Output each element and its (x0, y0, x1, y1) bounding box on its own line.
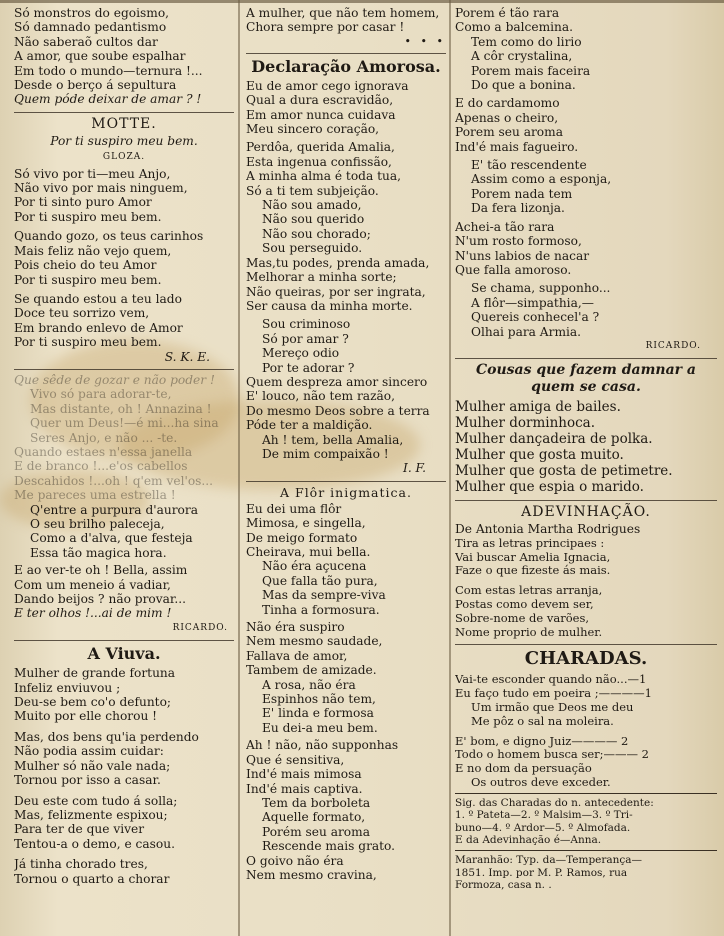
verse-line: Mulher que gosta de petimetre. (455, 463, 673, 480)
verse-line: Um irmão que Deos me deu (471, 699, 634, 714)
verse-line: Por ti sinto puro Amor (14, 195, 152, 210)
separator (455, 644, 717, 645)
verse-line: Quer um Deus!—é mi̇...ha sina (30, 416, 219, 431)
verse-line: Sig. das Charadas do n. antecedente: (455, 796, 654, 809)
poem-continuation (14, 6, 234, 107)
verse-line: Deu-se bem co'o defunto; (14, 695, 172, 710)
verse-line: O seu brilho paleceja, (30, 517, 165, 531)
verse-line: Muito por elle chorou ! (14, 709, 158, 724)
verse-line: Que falla tão pura, (262, 573, 378, 588)
verse-line: Faze o que fizeste ás mais. (455, 563, 611, 578)
verse-line: E' bom, e digno Juiz———— 2 (455, 733, 629, 748)
verse-line: Porem seu aroma (455, 125, 563, 140)
separator (455, 358, 717, 359)
verse-line: Q'entre a purpura d'aurora (30, 502, 198, 517)
verse-line: A rosa, não éra (262, 677, 356, 692)
poem2-final-lines (14, 563, 234, 621)
declaracao-title: Declaração Amorosa. (251, 56, 441, 76)
verse-line: Não éra açucena (262, 559, 367, 574)
verse-line: Olhai para Armia. (471, 324, 582, 339)
verse-line: Não vivo por mais ninguem, (14, 181, 188, 196)
verse-line: Tinha a formosura. (262, 602, 380, 617)
column-2 (246, 6, 446, 882)
verse-line: Espinhos não tem, (262, 692, 376, 707)
glosa-signature: S. K. E. (164, 349, 210, 364)
column-3 (455, 6, 717, 892)
verse-line: Com um meneio á vadiar, (14, 577, 171, 592)
verse-line: E ao ver-te oh ! Bella, assim (14, 563, 188, 578)
verse-line: N'uns labios de nacar (455, 248, 590, 263)
verse-line: Se quando estou a teu lado (14, 291, 182, 306)
verse-line: 1. º Pateta—2. º Malsim—3. º Tri- (455, 809, 633, 822)
verse-line: Doce teu sorrizo vem, (14, 306, 150, 321)
verse-line: Porem mais faceira (471, 63, 591, 78)
verse-line: Perdôa, querida Amalia, (246, 140, 395, 155)
verse-line: Eu de amor cego ignorava (246, 78, 409, 93)
verse-line: De mim compaixão ! (262, 446, 389, 461)
verse-line: Essa tão magica hora. (30, 545, 167, 560)
verse-line: E no dom da persuação (455, 761, 592, 776)
verse-line: Sou criminoso (262, 317, 351, 332)
verse-line: Mulher amiga de bailes. (455, 399, 621, 416)
verse-line: Não saberaõ cultos dar (14, 34, 158, 49)
verse-line: E ter olhos !...ai de mim ! (14, 606, 172, 621)
verse-line: Formoza, casa n. . (455, 879, 552, 892)
verse-line: Em brando enlevo de Amor (14, 320, 183, 335)
verse-line: Não sou querido (262, 212, 365, 227)
verse-line: Em todo o mundo—ternura !... (14, 63, 203, 78)
column-1 (14, 6, 234, 886)
verse-line: Postas como devem ser, (455, 596, 594, 611)
verse-line: buno—4. º Ardor—5. º Almofada. (455, 821, 631, 834)
verse-line: Ind'é mais captiva. (246, 781, 363, 796)
verse-line: Chora sempre por casar ! (246, 20, 405, 35)
verse-line: Não éra suspiro (246, 620, 345, 635)
imprint (455, 854, 717, 892)
separator (14, 112, 234, 113)
verse-line: Só a ti tem subjeição. (246, 183, 379, 198)
separator (455, 500, 717, 501)
verse-line: Achei-a tão rara (455, 219, 555, 234)
verse-line: Não sou amado, (262, 198, 362, 213)
separator (14, 640, 234, 641)
verse-line: Ser causa da minha morte. (246, 298, 413, 313)
verse-line: Descahidos !...oh ! q'em vel'os... (14, 473, 214, 488)
charadas-solutions (455, 797, 717, 847)
verse-line: Ind'é mais fagueiro. (455, 139, 579, 154)
verse-line: A minha alma é toda tua, (246, 169, 401, 184)
declaracao-poem (246, 79, 446, 462)
separator (246, 53, 446, 54)
verse-line: O goivo não éra (246, 853, 344, 868)
adevinhacao-lines (455, 537, 717, 640)
glosa-stanzas (14, 167, 234, 350)
verse-line: Mulher dançadeira de polka. (455, 431, 653, 448)
verse-line: Porem nada tem (471, 186, 573, 201)
separator (14, 369, 234, 370)
adevinhacao-author: De Antonia Martha Rodrigues (455, 522, 641, 537)
verse-line: Todo o homem busca ser;——— 2 (455, 747, 649, 762)
verse-line: Não podia assim cuidar: (14, 744, 164, 759)
verse-line: Tornou por isso a casar. (14, 773, 161, 788)
verse-line: Mulher que espia o marido. (455, 479, 644, 496)
verse-line: Mulher que gosta muito. (455, 447, 624, 464)
verse-line: Desde o berço á sepultura (14, 78, 177, 93)
viuva-title: A Viuva. (87, 644, 161, 664)
verse-line: Mimosa, e singella, (246, 516, 366, 531)
verse-line: Quem póde deixar de amar ? ! (14, 92, 202, 107)
verse-line: A amor, que soube espalhar (14, 49, 186, 64)
verse-line: Dando beijos ? não provar... (14, 592, 187, 607)
poem2-faded-lines (14, 387, 234, 502)
verse-line: Ah ! não, não supponhas (246, 738, 399, 753)
verse-line: Os outros deve exceder. (471, 774, 611, 789)
verse-line: Tem como do lirio (471, 34, 582, 49)
verse-line: Tambem de amizade. (246, 663, 377, 678)
poem2-signature: RICARDO. (172, 622, 228, 633)
verse-line: Melhorar a minha sorte; (246, 270, 397, 285)
verse-line: Quem despreza amor sincero (246, 374, 428, 389)
verse-line: Mereço odio (262, 346, 340, 361)
glosa-label: GLOZA. (102, 152, 146, 163)
verse-line: Porém seu aroma (262, 824, 370, 839)
verse-line: Tornou o quarto a chorar (14, 871, 170, 886)
verse-line: Que é sensitiva, (246, 752, 345, 767)
ricardo-signature: RICARDO. (645, 340, 701, 351)
verse-line: Aquelle formato, (262, 810, 366, 825)
verse-line: Pois cheio do teu Amor (14, 258, 157, 273)
charadas-title: CHARADAS. (524, 648, 648, 670)
verse-line: Por ti suspiro meu bem. (14, 335, 162, 350)
verse-line: Mulher só não vale nada; (14, 758, 171, 773)
verse-line: Já tinha chorado tres, (14, 857, 148, 872)
verse-line: Ah ! tem, bella Amalia, (262, 432, 404, 447)
verse-line: E' tão rescendente (471, 158, 587, 173)
column-rule (449, 0, 451, 936)
verse-line: Porem é tão rara (455, 6, 560, 20)
flor-poem (246, 502, 446, 883)
verse-line: Vai-te esconder quando não...—1 (455, 672, 647, 687)
verse-line: Mas distante, oh ! Annazina ! (30, 401, 212, 416)
verse-line: Nome proprio de mulher. (455, 624, 603, 639)
verse-line: Ind'é mais mimosa (246, 767, 362, 782)
verse-line: Tentou-a o demo, e casou. (14, 836, 175, 851)
separator (455, 850, 717, 851)
verse-line: Mas da sempre-viva (262, 588, 386, 603)
flor-title: A Flôr inigmatica. (280, 484, 412, 500)
verse-line: Do que a bonina. (471, 78, 576, 93)
verse-line: Póde ter a maldição. (246, 418, 373, 433)
verse-line: Eu faço tudo em poeira ;————1 (455, 686, 652, 701)
verse-line: Quereis conhecel'a ? (471, 310, 600, 325)
declaracao-signature: I. F. (403, 461, 426, 476)
verse-line: Não sou chorado; (262, 226, 371, 241)
verse-line: N'um rosto formoso, (455, 234, 582, 249)
verse-line: Assim como a esponja, (471, 172, 612, 187)
verse-line: Se chama, supponho... (471, 281, 611, 296)
verse-line: Eu dei-a meu bem. (262, 720, 378, 735)
cousas-list (455, 399, 717, 495)
verse-line: Vai buscar Amelia Ignacia, (455, 549, 611, 564)
cousas-title: Cousas que fazem damnar a quem se casa. (475, 362, 696, 396)
motte-line: Por ti suspiro meu bem. (50, 133, 198, 148)
verse-line: Do mesmo Deos sobre a terra (246, 403, 430, 418)
verse-line: Quando estaes n'essa janella (14, 444, 193, 459)
verse-line: Só monstros do egoismo, (14, 6, 170, 20)
separator (455, 793, 717, 794)
verse-line: Deu este com tudo á solla; (14, 793, 178, 808)
ornament-dots: • • • (404, 34, 446, 48)
verse-line: Me pôz o sal na moleira. (471, 713, 614, 728)
verse-line: Mais feliz não vejo quem, (14, 243, 172, 258)
verse-line: Quando gozo, os teus carinhos (14, 229, 204, 244)
verse-line: Mas,tu podes, prenda amada, (246, 255, 430, 270)
verse-line: Mas, dos bens qu'ia perdendo (14, 729, 199, 744)
verse-line: A côr crystalina, (471, 49, 573, 64)
verse-line: 1851. Imp. por M. P. Ramos, rua (455, 866, 628, 879)
verse-line: Rescende mais grato. (262, 839, 396, 854)
flor-continuation (455, 6, 717, 339)
verse-line: E' louco, não tem razão, (246, 389, 395, 404)
verse-line: Que falla amoroso. (455, 262, 572, 277)
top-rule (0, 0, 724, 3)
verse-line: E do cardamomo (455, 96, 560, 111)
motte-title: MOTTE. (91, 115, 157, 132)
verse-line: Meu sincero coração, (246, 122, 380, 137)
adevinhacao-title: ADEVINHAÇÃO. (521, 504, 651, 521)
poem2-indented-lines (14, 503, 234, 561)
verse-line: Mas, felizmente espixou; (14, 807, 168, 822)
verse-line: Tem da borboleta (262, 795, 371, 810)
poem2-title: Que sêde de gozar e não poder ! (14, 372, 215, 387)
column-rule (238, 0, 240, 936)
verse-line: A mulher, que não tem homem, (246, 6, 440, 20)
verse-line: E da Adevinhação é—Anna. (455, 834, 602, 847)
verse-line: Da fera lizonja. (471, 201, 565, 216)
verse-line: Nem mesmo saudade, (246, 634, 383, 649)
viuva-poem (14, 666, 234, 886)
verse-line: Vivo só para adorar-te, (30, 387, 172, 402)
verse-line: Só por amar ? (262, 331, 349, 346)
verse-line: Como a balcemina. (455, 20, 574, 35)
verse-line: Mulher de grande fortuna (14, 666, 176, 681)
verse-line: Esta ingenua confissão, (246, 154, 392, 169)
verse-line: Infeliz enviuvou ; (14, 680, 121, 695)
verse-line: Mulher dorminhoca. (455, 415, 596, 432)
verse-line: E de branco !...e'os cabellos (14, 459, 188, 474)
verse-line: De meigo formato (246, 530, 358, 545)
verse-line: Fallava de amor, (246, 648, 348, 663)
verse-line: Apenas o cheiro, (455, 110, 559, 125)
verse-line: Por ti suspiro meu bem. (14, 209, 162, 224)
verse-line: E' linda e formosa (262, 706, 374, 721)
verse-line: Seres Anjo, e não ... -te. (30, 430, 178, 445)
verse-line: Só damnado pedantismo (14, 20, 167, 35)
verse-line: Por te adorar ? (262, 360, 355, 375)
charadas-lines (455, 673, 717, 789)
verse-line: Nem mesmo cravina, (246, 867, 377, 882)
verse-line: Por ti suspiro meu bem. (14, 272, 162, 287)
verse-line: Só vivo por ti—meu Anjo, (14, 166, 171, 181)
verse-line: Como a d'alva, que festeja (30, 531, 193, 546)
verse-line: Não queiras, por ser ingrata, (246, 284, 426, 299)
verse-line: Cheirava, mui bella. (246, 545, 371, 559)
verse-line: A flôr—simpathia,— (471, 295, 594, 310)
separator (246, 481, 446, 482)
verse-line: Para ter de que viver (14, 822, 145, 837)
verse-line: Sou perseguido. (262, 241, 363, 256)
verse-line: Sobre-nome de varões, (455, 610, 590, 625)
verse-line: Com estas letras arranja, (455, 583, 603, 598)
top-lines (246, 6, 446, 35)
verse-line: Me pareces uma estrella ! (14, 488, 176, 503)
verse-line: Eu dei uma flôr (246, 501, 342, 516)
verse-line: Maranhão: Typ. da—Temperança— (455, 854, 643, 867)
verse-line: Tira as letras principaes : (455, 535, 605, 550)
verse-line: Qual a dura escravidão, (246, 93, 394, 108)
verse-line: Em amor nunca cuidava (246, 107, 396, 122)
